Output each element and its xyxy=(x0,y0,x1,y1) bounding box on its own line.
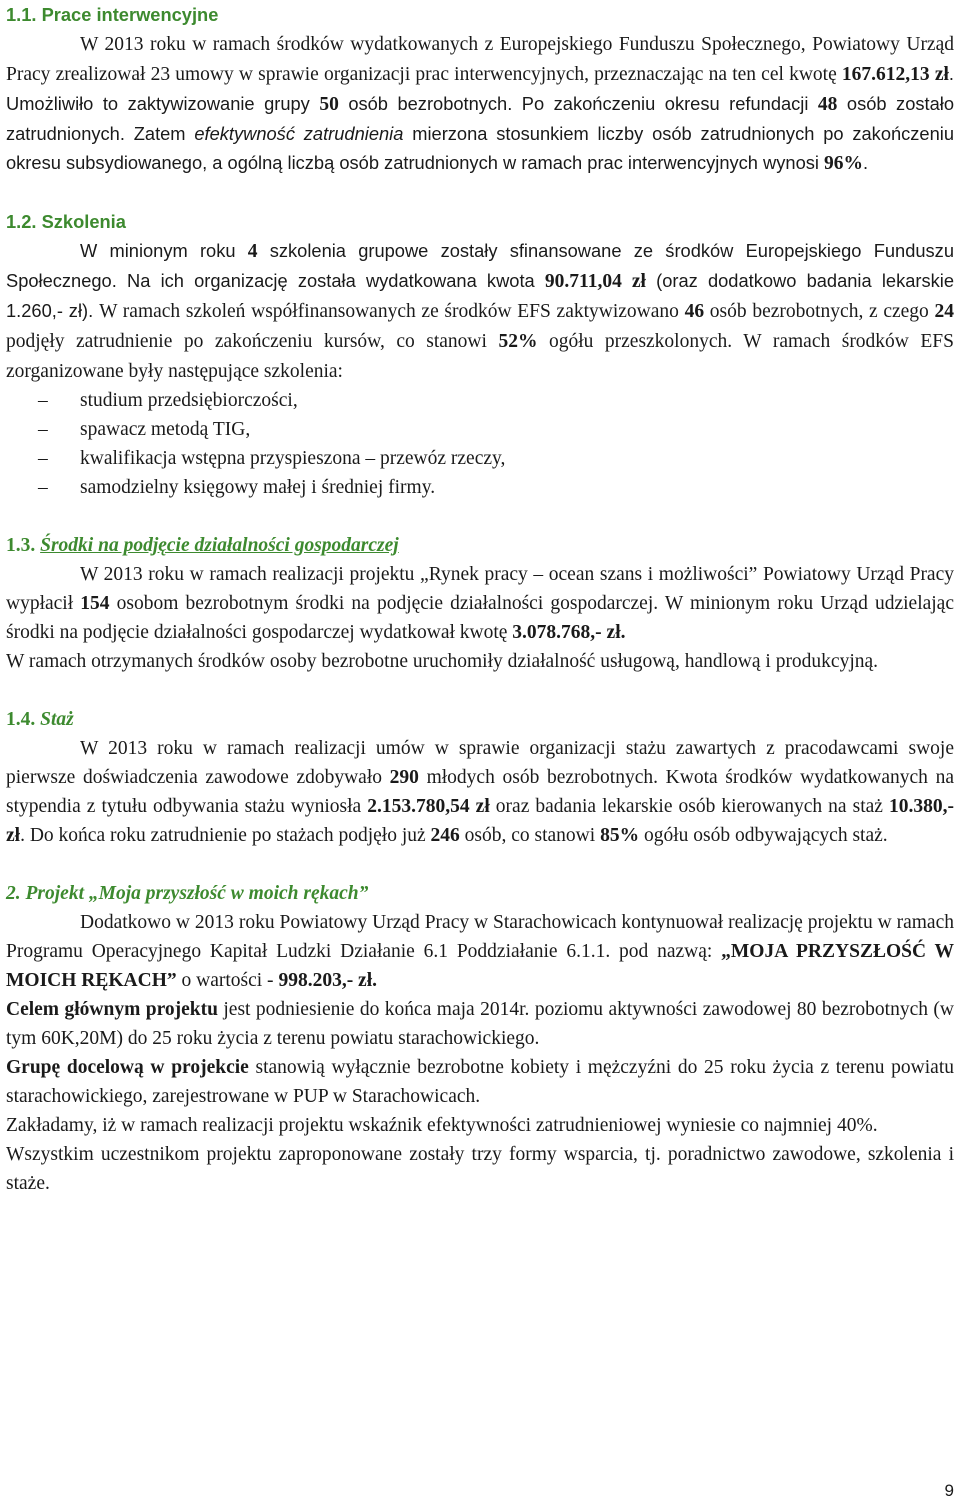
list-item: – spawacz metodą TIG, xyxy=(6,415,954,444)
section-heading-1-2: 1.2. Szkolenia xyxy=(6,211,126,232)
list-item: – samodzielny księgowy małej i średniej firmy. xyxy=(6,473,954,502)
section-heading-1-4: 1.4. Staż xyxy=(6,709,74,730)
list-item: – studium przedsiębiorczości, xyxy=(6,386,954,415)
paragraph-staz: W 2013 roku w ramach realizacji umów w sprawie organizacji stażu zawartych z pracodawcami swoje pierwsze doświadczenia zawodowe zdobywało 290 młodych osób bezrobotnych. Kwota środków wydatkowanych na stypendia z tytułu odbywania stażu wyniosła 2.153.780,54 zł oraz badania lekarskie osób kierowanych na staż 10.380,- zł. Do końca roku zatrudnienie po stażach podjęło już 246 osób, co stanowi 85% ogółu osób odbywających staż. xyxy=(6,738,954,846)
paragraph-srodki-dzialalnosc: W 2013 roku w ramach realizacji projektu „Rynek pracy – ocean szans i możliwości” Powiatowy Urząd Pracy wypłacił 154 osobom bezrobotnym środki na podjęcie działalności gospodarczej. W minionym roku Urząd udzielając środki na podjęcie działalności gospodarczej wydatkował kwotę 3.078.768,- zł. xyxy=(6,564,954,643)
paragraph-projekt-grupa: Grupę docelową w projekcie stanowią wyłącznie bezrobotne kobiety i mężczyźni do 25 roku życia z terenu powiatu starachowickiego, zarejestrowane w PUP w Starachowicach. xyxy=(6,1057,955,1107)
paragraph-projekt-wsparcie: Wszystkim uczestnikom projektu zaproponowane zostały trzy formy wsparcia, tj. poradnictwo zawodowe, szkolenia i staże. xyxy=(6,1144,954,1194)
section-heading-1-3: 1.3. Środki na podjęcie działalności gospodarczej xyxy=(6,535,399,556)
paragraph-szkolenia: W minionym roku 4 szkolenia grupowe zostały sfinansowane ze środków Europejskiego Funduszu Społecznego. Na ich organizację została wydatkowana kwota 90.711,04 zł (oraz dodatkowo badania lekarskie 1.260,- zł). W ramach szkoleń współfinansowanych ze środków EFS zaktywizowano 46 osób bezrobotnych, z czego 24 podjęły zatrudnienie po zakończeniu kursów, co stanowi 52% ogółu przeszkolonych. W ramach środków EFS zorganizowane były następujące szkolenia: xyxy=(6,240,955,382)
document-page xyxy=(6,0,954,1198)
paragraph-projekt-intro: Dodatkowo w 2013 roku Powiatowy Urząd Pracy w Starachowicach kontynuował realizację projektu w ramach Programu Operacyjnego Kapitał Ludzki Działanie 6.1 Poddziałanie 6.1.1. pod nazwą: „MOJA PRZYSZŁOŚĆ W MOICH RĘKACH” o wartości - 998.203,- zł. xyxy=(6,912,955,991)
list-item: – kwalifikacja wstępna przyspieszona – przewóz rzeczy, xyxy=(6,444,954,473)
section-heading-1-1: 1.1. Prace interwencyjne xyxy=(6,4,219,25)
paragraph-projekt-cel: Celem głównym projektu jest podniesienie do końca maja 2014r. poziomu aktywności zawodowej 80 bezrobotnych (w tym 60K,20M) do 25 roku życia z terenu powiatu starachowickiego. xyxy=(6,999,954,1049)
page-number: 9 xyxy=(944,1481,954,1500)
training-list xyxy=(6,386,954,502)
paragraph-srodki-uslugi: W ramach otrzymanych środków osoby bezrobotne uruchomiły działalność usługową, handlową i produkcyjną. xyxy=(6,651,879,672)
paragraph-projekt-wskaznik: Zakładamy, iż w ramach realizacji projektu wskaźnik efektywności zatrudnieniowej wyniesie co najmniej 40%. xyxy=(6,1115,878,1136)
section-heading-2: 2. Projekt „Moja przyszłość w moich rękach” xyxy=(6,883,369,904)
paragraph-prace-interwencyjne: W 2013 roku w ramach środków wydatkowanych z Europejskiego Funduszu Społecznego, Powiatowy Urząd Pracy zrealizował 23 umowy w sprawie organizacji prac interwencyjnych, przeznaczając na ten cel kwotę 167.612,13 zł. Umożliwiło to zaktywizowanie grupy 50 osób bezrobotnych. Po zakończeniu okresu refundacji 48 osób zostało zatrudnionych. Zatem efektywność zatrudnienia mierzona stosunkiem liczby osób zatrudnionych po zakończeniu okresu subsydiowanego, a ogólną liczbą osób zatrudnionych w ramach prac interwencyjnych wynosi 96%. xyxy=(6,34,954,174)
